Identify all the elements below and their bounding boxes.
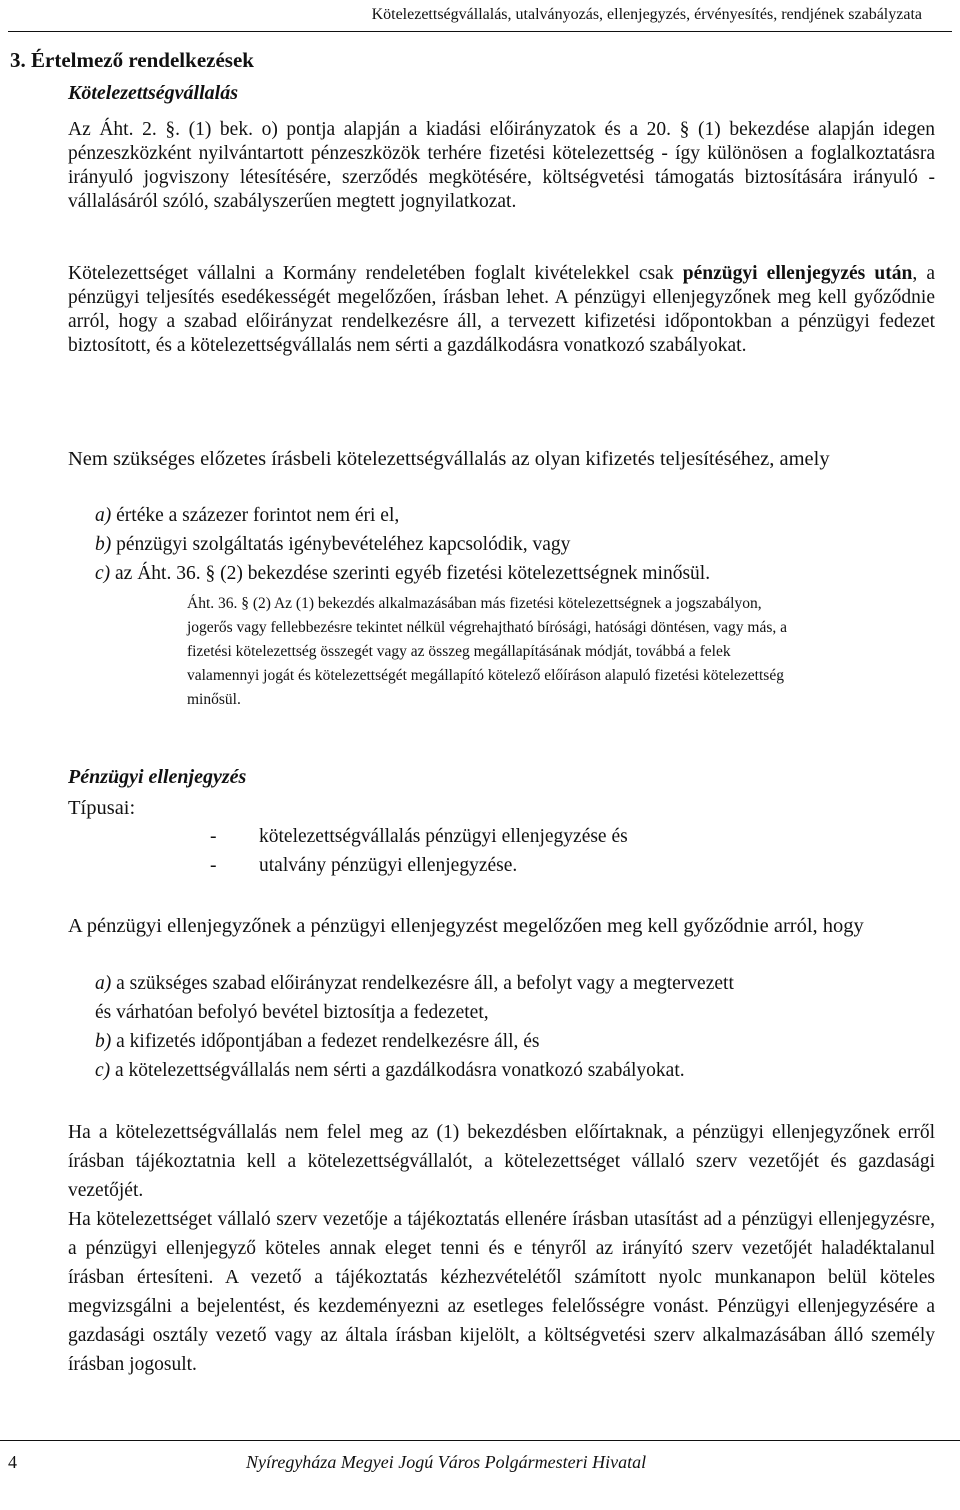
- item-text: értéke a százezer forintot nem éri el,: [116, 505, 400, 526]
- financial-heading: Pénzügyi ellenjegyzés: [68, 766, 247, 788]
- exemption-item-c: [95, 563, 710, 585]
- check-item-a: [95, 973, 734, 995]
- item-text: pénzügyi szolgáltatás igénybevételéhez kapcsolódik, vagy: [116, 534, 571, 555]
- running-header: Kötelezettségvállalás, utalványozás, ellenjegyzés, érvényesítés, rendjének szabályzata: [371, 6, 922, 23]
- item-text: a kötelezettségvállalás nem sérti a gazdálkodásra vonatkozó szabályokat.: [115, 1060, 685, 1081]
- financial-check-intro: A pénzügyi ellenjegyzőnek a pénzügyi ellenjegyzést megelőzően meg kell győződnie arról, hogy: [68, 915, 864, 937]
- header-divider: [8, 31, 952, 32]
- type-item: utalvány pénzügyi ellenjegyzése.: [259, 855, 518, 876]
- page-number: 4: [8, 1452, 17, 1472]
- types-label: Típusai:: [68, 797, 136, 819]
- item-marker: a): [95, 973, 112, 994]
- bullet-dash: -: [210, 855, 217, 876]
- no-prior-commitment: Nem szükséges előzetes írásbeli kötelezettségvállalás az olyan kifizetés teljesítéséhez, amely: [68, 448, 830, 470]
- item-marker: b): [95, 534, 112, 555]
- aht-quote: Áht. 36. § (2) Az (1) bekezdés alkalmazásában más fizetési kötelezettségnek a jogszabályon, jogerős vagy fellebbezésre tekintet nélkül végrehajtható bírósági, hatósági döntésen, vagy más, a fizetési kötelezettség összegét vagy az összeg megállapításának módját, továbbá a felek valamennyi jogát és kötelezettségét megállapító kötelező előíráson alapuló fizetési kötelezettség minősül.: [187, 595, 787, 708]
- item-text: és várhatóan befolyó bevétel biztosítja a fedezetet,: [95, 1002, 489, 1023]
- type-item: kötelezettségvállalás pénzügyi ellenjegyzése és: [259, 826, 628, 847]
- check-item-b: [95, 1031, 540, 1053]
- exemption-item-b: [95, 534, 570, 556]
- item-text: a kifizetés időpontjában a fedezet rendelkezésre áll, és: [116, 1031, 540, 1052]
- item-marker: b): [95, 1031, 112, 1052]
- commitment-rules-text-end: , a pénzügyi teljesítés esedékességét megelőzően, írásban lehet. A pénzügyi ellenjegyzőnek meg kell győződnie arról, hogy a szabad előirányzat rendelkezésre áll, a tervezett kifizetési időpontokban a pénzügyi fedezet biztosított, és a kötelezettségvállalás nem sérti a gazdálkodásra vonatkozó szabályokat.: [68, 263, 936, 356]
- check-item-a-cont: [95, 1002, 489, 1024]
- item-marker: c): [95, 1060, 111, 1081]
- exemption-item-a: [95, 505, 399, 527]
- commitment-rules-text: Kötelezettséget vállalni a Kormány rendeletében foglalt kivételekkel csak: [68, 263, 683, 284]
- section-title: 3. Értelmező rendelkezések: [10, 48, 254, 72]
- instruction-paragraph: Ha kötelezettséget vállaló szerv vezetője a tájékoztatás ellenére írásban utasítást ad a pénzügyi ellenjegyzésre, a pénzügyi ellenjegyző köteles annak eleget tenni és e tényről az irányító szerv vezetőjét haladéktalanul írásban értesíteni. A vezető a tájékoztatás kézhezvételétől számított nyolc munkanapon belül köteles megvizsgálni a bejelentést, és kezdeményezni az esetleges felelősségre vonást. Pénzügyi ellenjegyzésére a gazdasági osztály vezető vagy az általa írásban kijelölt, a költségvetési szerv alkalmazásában álló személy írásban jogosult.: [68, 1209, 935, 1375]
- item-marker: c): [95, 563, 111, 584]
- footer-divider: [0, 1440, 960, 1441]
- commitment-definition: Az Áht. 2. §. (1) bek. o) pontja alapján a kiadási előirányzatok és a 20. § (1) bekezdése alapján idegen pénzeszközként nyilvántartott pénzeszközök terhére fizetési kötelezettség - így különösen a foglalkoztatásra irányuló jogviszony létesítésére, szerződés megkötésére, költségvetési támogatás biztosítására irányuló - vállalásáról szóló, szabályszerűen megtett jognyilatkozat.: [68, 119, 935, 212]
- commitment-rules: [68, 262, 935, 358]
- commitment-rules-bold: pénzügyi ellenjegyzés után: [682, 263, 913, 284]
- commitment-heading: Kötelezettségvállalás: [68, 82, 238, 104]
- item-marker: a): [95, 505, 112, 526]
- check-item-c: [95, 1060, 685, 1082]
- item-text: az Áht. 36. § (2) bekezdése szerinti egyéb fizetési kötelezettségnek minősül.: [115, 563, 711, 584]
- item-text: a szükséges szabad előirányzat rendelkezésre áll, a befolyt vagy a megtervezett: [116, 973, 734, 994]
- footer-institution: Nyíregyháza Megyei Jogú Város Polgármesteri Hivatal: [246, 1452, 647, 1472]
- nonconformity-paragraph: Ha a kötelezettségvállalás nem felel meg az (1) bekezdésben előírtaknak, a pénzügyi ellenjegyzőnek erről írásban tájékoztatnia kell a kötelezettségvállalót, a kötelezettséget vállaló szerv vezetőjét és gazdasági vezetőjét.: [68, 1122, 935, 1201]
- bullet-dash: -: [210, 826, 217, 847]
